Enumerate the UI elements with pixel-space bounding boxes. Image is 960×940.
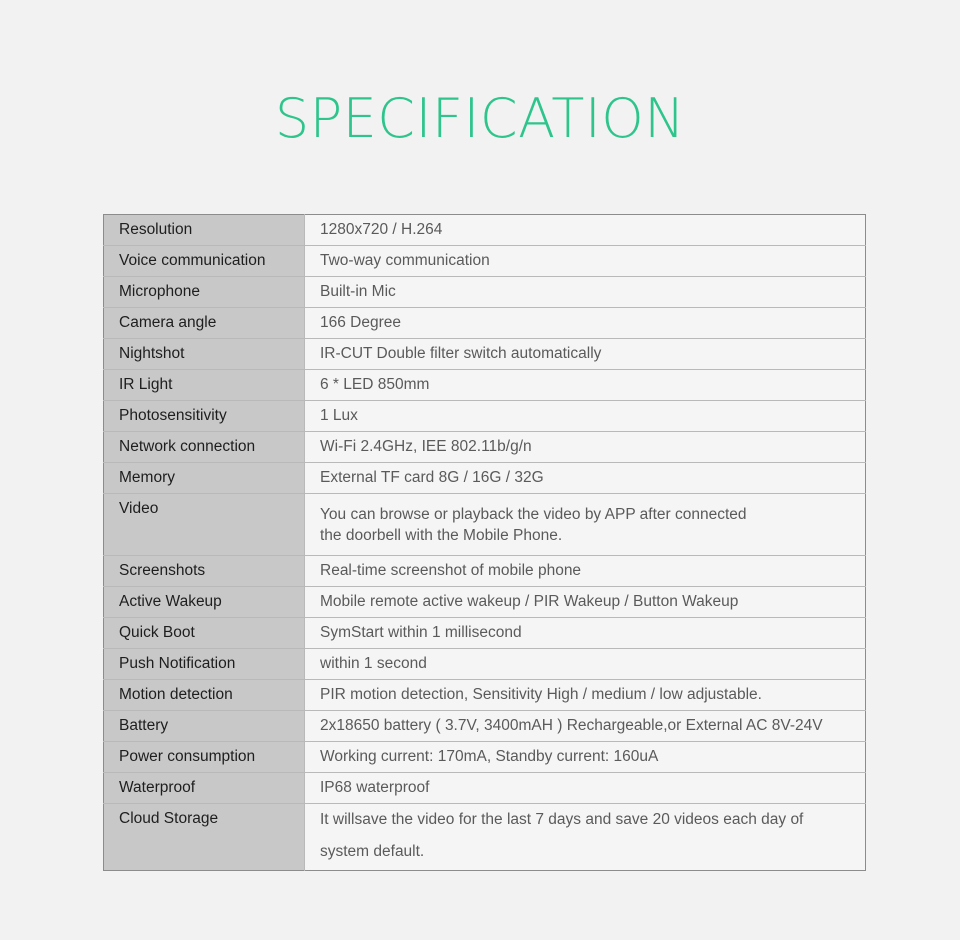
spec-row-photosensitivity — [104, 401, 866, 432]
spec-label: Quick Boot — [104, 618, 305, 649]
spec-row-memory — [104, 463, 866, 494]
spec-row-ir-light — [104, 370, 866, 401]
spec-row-power-consumption — [104, 742, 866, 773]
spec-label: Power consumption — [104, 742, 305, 773]
spec-label: Waterproof — [104, 773, 305, 804]
spec-row-video — [104, 494, 866, 556]
spec-row-screenshots — [104, 556, 866, 587]
spec-row-voice-communication — [104, 246, 866, 277]
spec-label: Resolution — [104, 215, 305, 246]
spec-value-line: You can browse or playback the video by APP after connected — [320, 506, 747, 523]
spec-label: Battery — [104, 711, 305, 742]
spec-value: Real-time screenshot of mobile phone — [305, 556, 866, 587]
page-title: SPECIFICATION — [274, 87, 686, 150]
spec-label: Cloud Storage — [104, 804, 305, 871]
spec-label: Screenshots — [104, 556, 305, 587]
spec-label: Voice communication — [104, 246, 305, 277]
spec-label: Motion detection — [104, 680, 305, 711]
spec-value — [305, 494, 866, 556]
spec-value-line: the doorbell with the Mobile Phone. — [320, 527, 563, 544]
spec-label: Photosensitivity — [104, 401, 305, 432]
spec-value: 1280x720 / H.264 — [305, 215, 866, 246]
spec-value: 6 * LED 850mm — [305, 370, 866, 401]
spec-label: Network connection — [104, 432, 305, 463]
spec-value: IP68 waterproof — [305, 773, 866, 804]
spec-value: Built-in Mic — [305, 277, 866, 308]
spec-value: Two-way communication — [305, 246, 866, 277]
spec-value: Wi-Fi 2.4GHz, IEE 802.11b/g/n — [305, 432, 866, 463]
spec-value: 2x18650 battery ( 3.7V, 3400mAH ) Rechargeable,or External AC 8V-24V — [305, 711, 866, 742]
spec-row-battery — [104, 711, 866, 742]
spec-row-motion-detection — [104, 680, 866, 711]
spec-row-waterproof — [104, 773, 866, 804]
spec-value: Working current: 170mA, Standby current: 160uA — [305, 742, 866, 773]
spec-label: IR Light — [104, 370, 305, 401]
spec-row-push-notification — [104, 649, 866, 680]
spec-value: Mobile remote active wakeup / PIR Wakeup / Button Wakeup — [305, 587, 866, 618]
spec-row-active-wakeup — [104, 587, 866, 618]
spec-label: Active Wakeup — [104, 587, 305, 618]
spec-label: Camera angle — [104, 308, 305, 339]
spec-row-cloud-storage — [104, 804, 866, 871]
spec-row-resolution — [104, 215, 866, 246]
spec-row-network-connection — [104, 432, 866, 463]
spec-value: External TF card 8G / 16G / 32G — [305, 463, 866, 494]
spec-row-camera-angle — [104, 308, 866, 339]
spec-value: 166 Degree — [305, 308, 866, 339]
spec-label: Video — [104, 494, 305, 556]
spec-value: PIR motion detection, Sensitivity High / medium / low adjustable. — [305, 680, 866, 711]
spec-label: Nightshot — [104, 339, 305, 370]
spec-value: within 1 second — [305, 649, 866, 680]
spec-value: SymStart within 1 millisecond — [305, 618, 866, 649]
spec-value: It willsave the video for the last 7 days and save 20 videos each day of system default. — [305, 804, 866, 871]
spec-label: Push Notification — [104, 649, 305, 680]
spec-row-quick-boot — [104, 618, 866, 649]
spec-label: Microphone — [104, 277, 305, 308]
specification-table — [103, 214, 866, 871]
spec-row-nightshot — [104, 339, 866, 370]
spec-value: 1 Lux — [305, 401, 866, 432]
spec-row-microphone — [104, 277, 866, 308]
spec-label: Memory — [104, 463, 305, 494]
spec-value: IR-CUT Double filter switch automatically — [305, 339, 866, 370]
